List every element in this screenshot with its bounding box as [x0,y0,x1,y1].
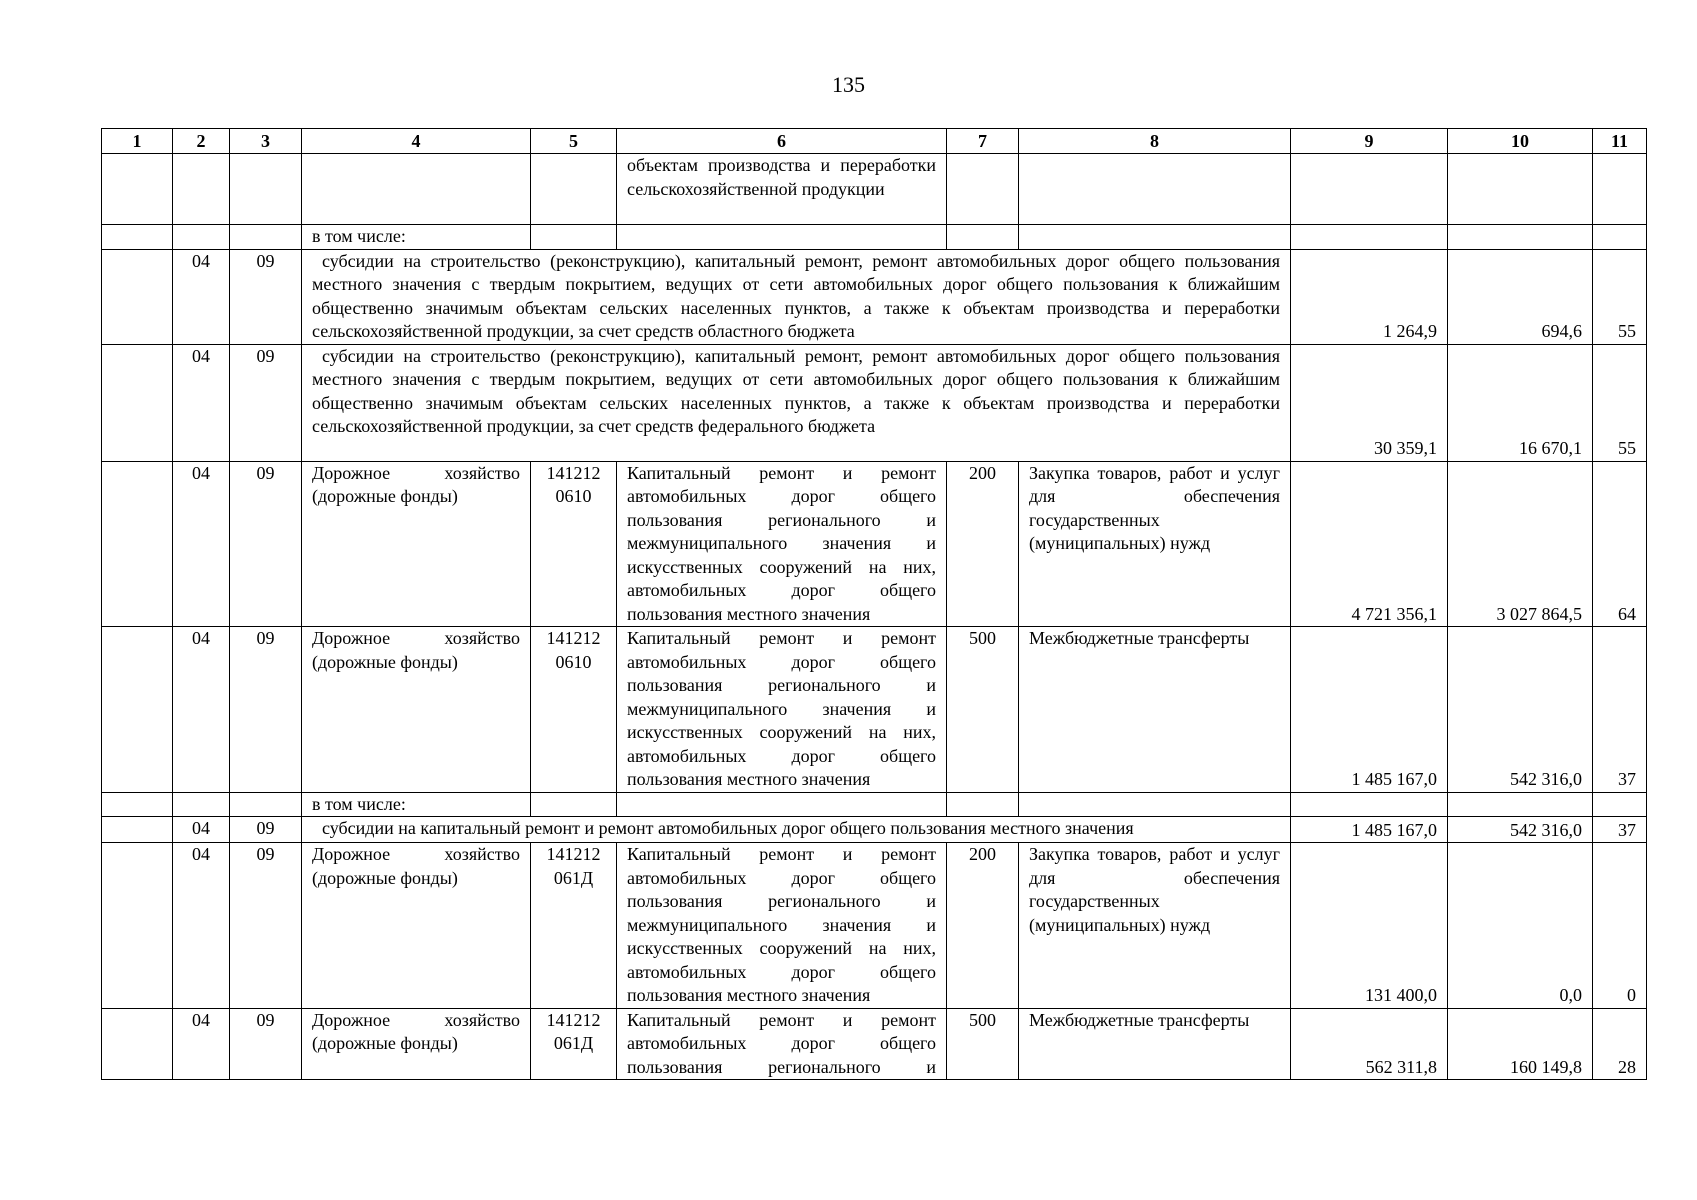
table-row [102,344,1647,461]
expense-type-name: Межбюджетные трансферты [1019,1008,1291,1080]
row-description: Капитальный ремонт и ремонт автомобильных дорог общего пользования регионального и межмуниципального значения и искусственных сооружений на них, автомобильных дорог общего пользования местного значения [617,843,947,1009]
table-header-row [102,129,1647,154]
table-row [102,1008,1647,1080]
section-code: 04 [173,1008,230,1080]
page-number: 135 [832,72,865,97]
subsidy-description: субсидии на капитальный ремонт и ремонт автомобильных дорог общего пользования местного значения [302,817,1291,843]
expense-type-code: 200 [947,843,1019,1009]
budget-table [101,128,1647,1080]
expense-type-name: Межбюджетные трансферты [1019,627,1291,793]
row-description: Капитальный ремонт и ремонт автомобильных дорог общего пользования регионального и межмуниципального значения и искусственных сооружений на них, автомобильных дорог общего пользования местного значения [617,461,947,627]
row-description: объектам производства и переработки сельскохозяйственной продукции [617,154,947,225]
planned-amount: 131 400,0 [1291,843,1448,1009]
header-col-9: 9 [1291,129,1448,154]
header-col-3: 3 [230,129,302,154]
header-col-1: 1 [102,129,173,154]
expense-type-code: 500 [947,1008,1019,1080]
expense-type-code: 200 [947,461,1019,627]
actual-amount: 3 027 864,5 [1448,461,1593,627]
subtotal-label: в том числе: [302,225,531,250]
subsection-code: 09 [230,461,302,627]
table-row [102,249,1647,344]
actual-amount: 542 316,0 [1448,627,1593,793]
expense-type-name: Закупка товаров, работ и услуг для обеспечения государственных (муниципальных) нужд [1019,843,1291,1009]
row-description: Капитальный ремонт и ремонт автомобильных дорог общего пользования регионального и межмуниципального значения и искусственных сооружений на них, автомобильных дорог общего пользования местного значения [617,627,947,793]
subsidy-description: субсидии на строительство (реконструкцию), капитальный ремонт, ремонт автомобильных дорог общего пользования местного значения с твердым покрытием, ведущих от сети автомобильных дорог общего пользования к ближайшим общественно значимым объектам сельских населенных пунктов, а также к объектам производства и переработки сельскохозяйственной продукции, за счет средств областного бюджета [302,249,1291,344]
expense-type-code: 500 [947,627,1019,793]
planned-amount: 30 359,1 [1291,344,1448,461]
header-col-10: 10 [1448,129,1593,154]
section-code: 04 [173,817,230,843]
subsection-code: 09 [230,344,302,461]
section-name: Дорожное хозяйство (дорожные фонды) [302,843,531,1009]
header-col-2: 2 [173,129,230,154]
subsection-code: 09 [230,249,302,344]
target-article-code: 141212 0610 [531,627,617,793]
table-row [102,225,1647,250]
execution-percent: 0 [1593,843,1647,1009]
section-code: 04 [173,627,230,793]
actual-amount: 0,0 [1448,843,1593,1009]
table-row [102,843,1647,1009]
section-code: 04 [173,344,230,461]
target-article-code: 141212 061Д [531,843,617,1009]
section-code: 04 [173,843,230,1009]
subtotal-label: в том числе: [302,792,531,817]
planned-amount: 1 485 167,0 [1291,817,1448,843]
table-row [102,792,1647,817]
table-row [102,817,1647,843]
table-row [102,461,1647,627]
target-article-code: 141212 061Д [531,1008,617,1080]
planned-amount: 562 311,8 [1291,1008,1448,1080]
table-row [102,627,1647,793]
planned-amount: 4 721 356,1 [1291,461,1448,627]
planned-amount: 1 264,9 [1291,249,1448,344]
section-name: Дорожное хозяйство (дорожные фонды) [302,1008,531,1080]
execution-percent: 37 [1593,627,1647,793]
expense-type-name: Закупка товаров, работ и услуг для обеспечения государственных (муниципальных) нужд [1019,461,1291,627]
section-code: 04 [173,461,230,627]
subsection-code: 09 [230,817,302,843]
subsidy-description: субсидии на строительство (реконструкцию), капитальный ремонт, ремонт автомобильных дорог общего пользования местного значения с твердым покрытием, ведущих от сети автомобильных дорог общего пользования к ближайшим общественно значимым объектам сельских населенных пунктов, а также к объектам производства и переработки сельскохозяйственной продукции, за счет средств федерального бюджета [302,344,1291,461]
header-col-7: 7 [947,129,1019,154]
actual-amount: 694,6 [1448,249,1593,344]
subsection-code: 09 [230,843,302,1009]
actual-amount: 160 149,8 [1448,1008,1593,1080]
section-name: Дорожное хозяйство (дорожные фонды) [302,627,531,793]
header-col-6: 6 [617,129,947,154]
section-name: Дорожное хозяйство (дорожные фонды) [302,461,531,627]
header-col-11: 11 [1593,129,1647,154]
execution-percent: 37 [1593,817,1647,843]
row-description: Капитальный ремонт и ремонт автомобильных дорог общего пользования регионального и [617,1008,947,1080]
header-col-5: 5 [531,129,617,154]
execution-percent: 55 [1593,344,1647,461]
subsection-code: 09 [230,1008,302,1080]
target-article-code: 141212 0610 [531,461,617,627]
execution-percent: 28 [1593,1008,1647,1080]
header-col-8: 8 [1019,129,1291,154]
execution-percent: 64 [1593,461,1647,627]
table-row [102,154,1647,225]
subsection-code: 09 [230,627,302,793]
header-col-4: 4 [302,129,531,154]
section-code: 04 [173,249,230,344]
execution-percent: 55 [1593,249,1647,344]
actual-amount: 16 670,1 [1448,344,1593,461]
actual-amount: 542 316,0 [1448,817,1593,843]
planned-amount: 1 485 167,0 [1291,627,1448,793]
